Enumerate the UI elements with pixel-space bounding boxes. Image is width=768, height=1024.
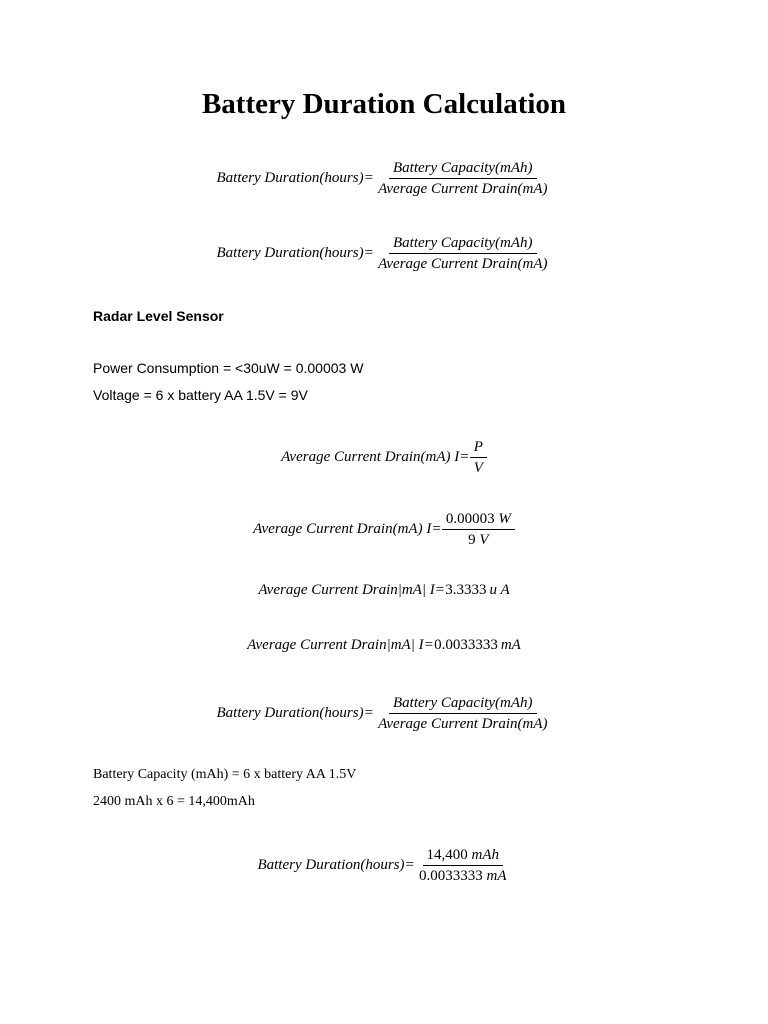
current-result-ma xyxy=(0,637,768,654)
current-values-lhs: Average Current Drain(mA) I xyxy=(253,521,432,537)
power-consumption-line: Power Consumption = <30uW = 0.00003 W xyxy=(93,360,364,376)
current-formula-values xyxy=(0,510,768,549)
capacity-calc-line: 2400 mAh x 6 = 14,400mAh xyxy=(93,794,255,809)
final-lhs: Battery Duration(hours) xyxy=(257,857,405,873)
denominator-unit: V xyxy=(479,532,489,548)
battery-capacity-line: Battery Capacity (mAh) = 6 x battery AA 1.5V xyxy=(93,767,357,782)
equals-sign: = xyxy=(364,705,374,721)
result-ua-unit: u A xyxy=(489,582,510,598)
formula-fraction xyxy=(374,159,551,198)
result-ma-unit: mA xyxy=(500,637,521,653)
voltage-line: Voltage = 6 x battery AA 1.5V = 9V xyxy=(93,387,308,403)
current-values-denominator xyxy=(464,530,492,549)
formula-lhs: Battery Duration(hours) xyxy=(216,170,364,186)
equals-sign: = xyxy=(435,582,445,598)
denominator-number: 9 xyxy=(468,532,476,548)
formula-lhs: Battery Duration(hours) xyxy=(216,245,364,261)
current-fraction xyxy=(470,438,487,477)
final-denominator-number: 0.0033333 xyxy=(419,868,483,884)
equals-sign: = xyxy=(405,857,415,873)
result-ma-lhs: Average Current Drain|mA| I xyxy=(247,637,424,653)
final-fraction xyxy=(415,846,511,885)
current-values-fraction xyxy=(442,510,515,549)
current-formula xyxy=(0,438,768,477)
final-numerator xyxy=(423,846,504,866)
formula-denominator: Average Current Drain(mA) xyxy=(378,716,548,732)
formula-numerator: Battery Capacity(mAh) xyxy=(389,234,537,254)
final-duration-formula xyxy=(0,846,768,885)
current-values-numerator xyxy=(442,510,515,530)
current-denominator: V xyxy=(473,460,483,476)
battery-duration-formula-2 xyxy=(0,234,768,273)
formula-denominator: Average Current Drain(mA) xyxy=(378,256,548,272)
section-heading: Radar Level Sensor xyxy=(93,308,224,324)
current-numerator: P xyxy=(470,438,487,458)
current-lhs: Average Current Drain(mA) I xyxy=(281,449,460,465)
formula-lhs: Battery Duration(hours) xyxy=(216,705,364,721)
numerator-unit: W xyxy=(498,511,511,527)
equals-sign: = xyxy=(364,170,374,186)
final-denominator-unit: mA xyxy=(486,868,507,884)
final-numerator-number: 14,400 xyxy=(426,847,468,863)
equals-sign: = xyxy=(424,637,434,653)
battery-duration-formula-1 xyxy=(0,159,768,198)
equals-sign: = xyxy=(364,245,374,261)
formula-fraction xyxy=(374,694,551,733)
formula-numerator: Battery Capacity(mAh) xyxy=(389,159,537,179)
page-title: Battery Duration Calculation xyxy=(201,88,567,120)
result-ma-value: 0.0033333 xyxy=(434,637,498,653)
formula-numerator: Battery Capacity(mAh) xyxy=(389,694,537,714)
result-ua-value: 3.3333 xyxy=(445,582,487,598)
battery-duration-formula-3 xyxy=(0,694,768,733)
numerator-number: 0.00003 xyxy=(445,511,495,527)
formula-denominator: Average Current Drain(mA) xyxy=(378,181,548,197)
current-result-ua xyxy=(0,582,768,599)
final-denominator xyxy=(415,866,511,885)
equals-sign: = xyxy=(432,521,441,537)
formula-fraction xyxy=(374,234,551,273)
equals-sign: = xyxy=(460,449,469,465)
result-ua-lhs: Average Current Drain|mA| I xyxy=(258,582,435,598)
final-numerator-unit: mAh xyxy=(471,847,500,863)
